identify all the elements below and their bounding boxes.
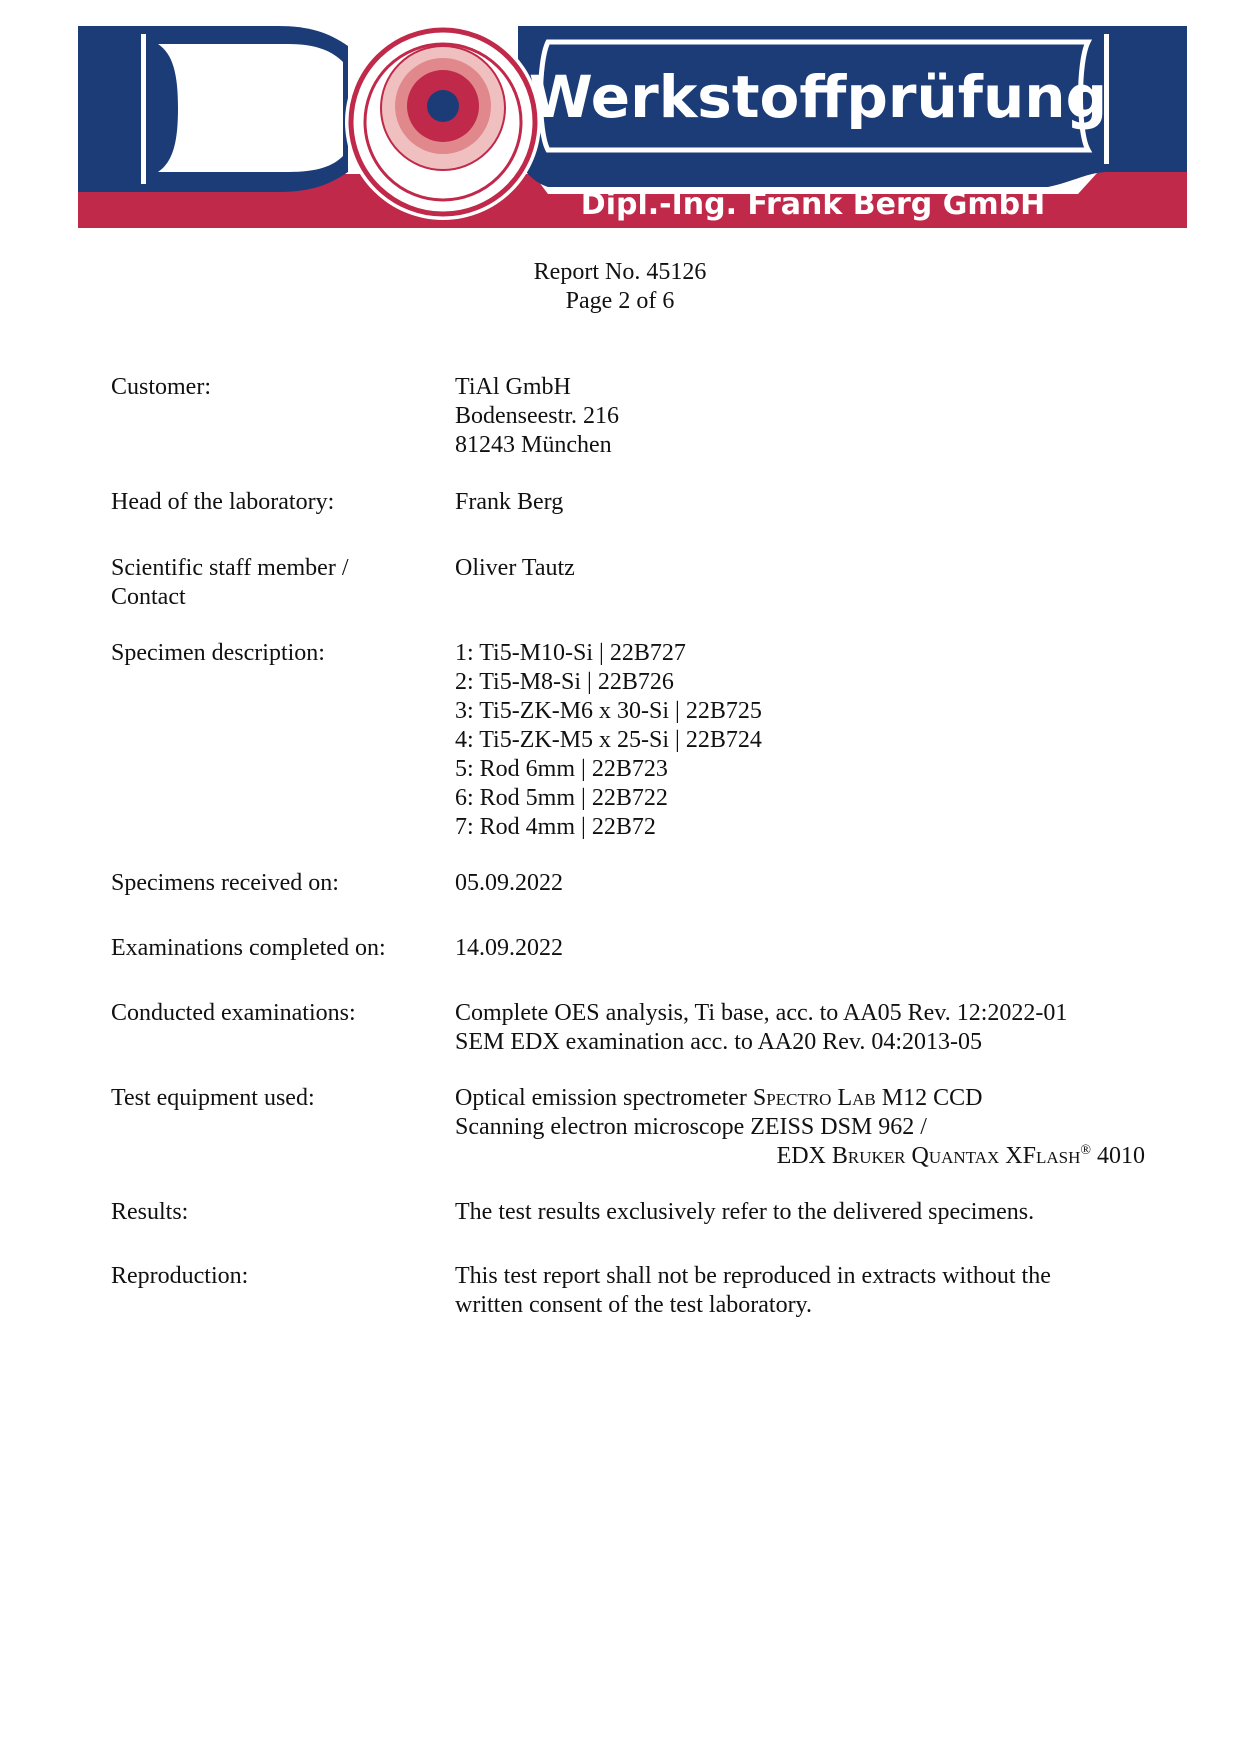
completed-value: 14.09.2022 xyxy=(455,935,563,961)
report-number: Report No. 45126 xyxy=(533,259,707,285)
conducted-label: Conducted examinations: xyxy=(111,1000,356,1026)
conducted-item: Complete OES analysis, Ti base, acc. to AA05 Rev. 12:2022-01 xyxy=(455,1000,1068,1026)
equipment-text: XF xyxy=(999,1143,1036,1169)
reproduction-value xyxy=(455,1262,1155,1320)
equipment-text: EDX xyxy=(776,1143,832,1169)
company-logo xyxy=(78,22,1187,230)
specimen-item: 7: Rod 4mm | 22B72 xyxy=(455,814,656,840)
received-value: 05.09.2022 xyxy=(455,870,563,896)
equipment-brand: Spectro Lab xyxy=(752,1085,876,1111)
customer-value xyxy=(455,373,1155,460)
equipment-label: Test equipment used: xyxy=(111,1085,315,1111)
equipment-value xyxy=(455,1084,1145,1171)
specimen-item: 6: Rod 5mm | 22B722 xyxy=(455,785,668,811)
equipment-text: M12 CCD xyxy=(875,1085,983,1111)
equipment-line xyxy=(455,1084,1145,1113)
specimen-item: 4: Ti5-ZK-M5 x 25-Si | 22B724 xyxy=(455,727,762,753)
results-label: Results: xyxy=(111,1199,189,1225)
staff-label xyxy=(111,554,441,612)
specimen-list xyxy=(455,639,1155,842)
registered-mark: ® xyxy=(1080,1143,1091,1158)
specimen-item: 3: Ti5-ZK-M6 x 30-Si | 22B725 xyxy=(455,698,762,724)
staff-label-line: Contact xyxy=(111,584,186,610)
report-heading xyxy=(0,258,1240,316)
equipment-text: 4010 xyxy=(1091,1143,1145,1169)
logo-title: Werkstoffprüfung xyxy=(528,63,1108,131)
conducted-value xyxy=(455,999,1155,1057)
staff-value: Oliver Tautz xyxy=(455,555,575,581)
specimen-item: 2: Ti5-M8-Si | 22B726 xyxy=(455,669,674,695)
equipment-brand: lash xyxy=(1035,1143,1081,1169)
equipment-text: Optical emission spectrometer xyxy=(455,1085,753,1111)
customer-name: TiAl GmbH xyxy=(455,374,571,400)
logo-graphic xyxy=(78,22,1187,230)
staff-label-line: Scientific staff member / xyxy=(111,555,349,581)
customer-label: Customer: xyxy=(111,374,211,400)
results-value: The test results exclusively refer to the delivered specimens. xyxy=(455,1199,1035,1225)
head-of-lab-label: Head of the laboratory: xyxy=(111,489,335,515)
page-number: Page 2 of 6 xyxy=(565,288,675,314)
logo-subtitle: Dipl.-Ing. Frank Berg GmbH xyxy=(580,187,1046,222)
received-label: Specimens received on: xyxy=(111,870,339,896)
head-of-lab-value: Frank Berg xyxy=(455,489,564,515)
specimen-item: 1: Ti5-M10-Si | 22B727 xyxy=(455,640,686,666)
completed-label: Examinations completed on: xyxy=(111,935,386,961)
customer-street: Bodenseestr. 216 xyxy=(455,403,619,429)
reproduction-line: written consent of the test laboratory. xyxy=(455,1292,812,1318)
specimen-item: 5: Rod 6mm | 22B723 xyxy=(455,756,668,782)
specimen-label: Specimen description: xyxy=(111,640,325,666)
equipment-brand: Bruker Quantax xyxy=(831,1143,1000,1169)
customer-city: 81243 München xyxy=(455,432,612,458)
equipment-line: Scanning electron microscope ZEISS DSM 962 / xyxy=(455,1114,927,1140)
conducted-item: SEM EDX examination acc. to AA20 Rev. 04:2013-05 xyxy=(455,1029,983,1055)
equipment-line xyxy=(455,1142,1145,1171)
reproduction-line: This test report shall not be reproduced in extracts without the xyxy=(455,1263,1051,1289)
reproduction-label: Reproduction: xyxy=(111,1263,249,1289)
